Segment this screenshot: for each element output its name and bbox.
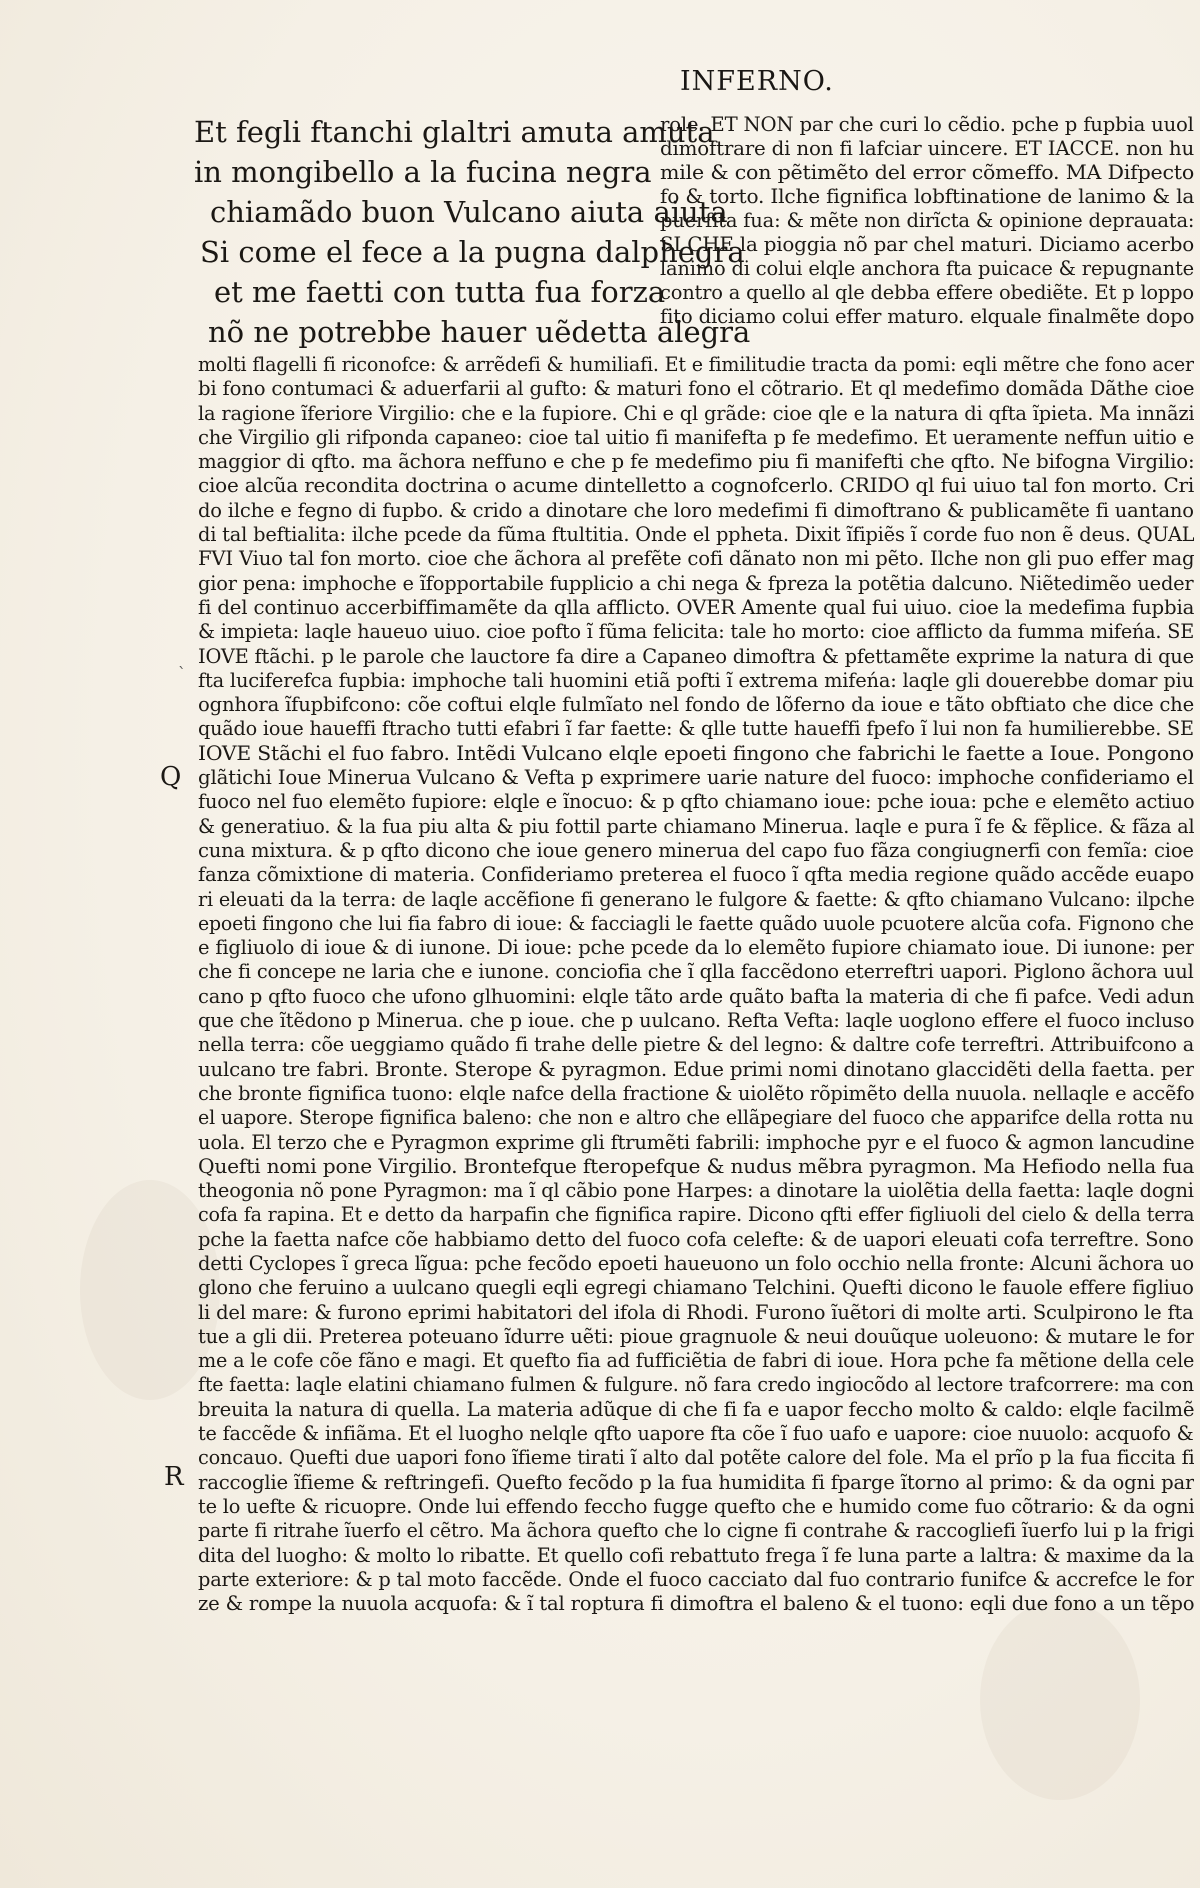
commentary-line: fo & torto. Ilche fignifica lobftinatione de lanimo & la [660, 184, 1194, 208]
commentary-line: mile & con pẽtimẽto del error cõmeffo. MA Difpecto [660, 160, 1194, 184]
commentary-line: la ragione ĩferiore Virgilio: che e la fupiore. Chi e ql grãde: cioe qle e la natura di qfta ĩpieta. Ma innãzi [198, 400, 1194, 425]
commentary-line: role. ET NON par che curi lo cẽdio. pche p fupbia uuol [660, 112, 1194, 136]
commentary-line: e figliuolo di ioue & di iunone. Di ioue: pche pcede da lo elemẽto fupiore chiamato ioue. Di iunone: per [198, 935, 1194, 960]
commentary-line: ze & rompe la nuuola acquofa: & ĩ tal roptura fi dimoftra el baleno & el tuono: eqli due fono a un tẽpo [198, 1591, 1194, 1616]
commentary-line: pche la faetta nafce cõe habbiamo detto del fuoco cofa celefte: & de uapori eleuati cofa terreftre. Sono [198, 1226, 1194, 1251]
commentary-line: maggior di qfto. ma ãchora neffuno e che p fe medefimo piu fi manifefti che qfto. Ne bifogna Virgilio: [198, 449, 1194, 474]
commentary-line: quãdo ioue haueffi ftracho tutti efabri ĩ far faette: & qlle tutte haueffi fpefo ĩ lui non fa humilierebbe. SE [198, 716, 1194, 741]
commentary-right-column [660, 112, 1194, 328]
commentary-line: cofa fa rapina. Et e detto da harpafin che fignifica rapire. Dicono qfti effer figliuoli del cielo & della terra [198, 1202, 1194, 1227]
commentary-line: breuita la natura di quella. La materia adũque di che fi fa e uapor feccho molto & caldo: elqle facilmẽ [198, 1396, 1194, 1421]
commentary-line: li del mare: & furono eprimi habitatori del ifola di Rhodi. Furono ĩuẽtori di molte arti. Sculpirono le fta [198, 1299, 1194, 1324]
commentary-line: epoeti fingono che lui fia fabro di ioue: & facciagli le faette quãdo uuole pcuotere alcũa cofa. Fignono che [198, 910, 1194, 935]
commentary-line: IOVE ftãchi. p le parole che lauctore fa dire a Capaneo dimoftra & pfettamẽte exprime la natura di que [198, 643, 1194, 668]
commentary-line: do ilche e fegno di fupbo. & crido a dinotare che loro medefimi fi dimoftrano & publicamẽte fi uantano [198, 497, 1194, 522]
commentary-line: Quefti nomi pone Virgilio. Brontefque fteropefque & nudus mẽbra pyragmon. Ma Hefiodo nella fua [198, 1153, 1194, 1178]
commentary-line: te lo uefte & ricuopre. Onde lui effendo feccho fugge quefto che e humido come fuo cõtrario: & da ogni [198, 1493, 1194, 1518]
commentary-line: uulcano tre fabri. Bronte. Sterope & pyragmon. Edue primi nomi dinotano glaccidẽti della faetta. per [198, 1056, 1194, 1081]
verse-line: chiamãdo buon Vulcano aiuta aiuta [210, 195, 728, 229]
commentary-line: detti Cyclopes ĩ greca lĩgua: pche fecõdo epoeti haueuono un folo occhio nella fronte: Alcuni ãchora uo [198, 1250, 1194, 1275]
commentary-line: te faccẽde & infiãma. Et el luogho nelqle qfto uapore fta cõe ĩ fuo uafo e uapore: cioe nuuolo: acquofo & [198, 1421, 1194, 1446]
commentary-line: fanza cõmixtione di materia. Confideriamo preterea el fuoco ĩ qfta media regione quãdo accẽde euapo [198, 862, 1194, 887]
verse-line: Et fegli ftanchi glaltri amuta amuta [194, 115, 715, 149]
commentary-line: gior pena: imphoche e ĩfopportabile fupplicio a chi nega & fpreza la potẽtia dalcuno. Niẽtedimẽo ueder [198, 570, 1194, 595]
commentary-line: ognhora ĩfupbifcono: cõe coftui elqle fulmĩato nel fondo de lõferno da ioue e tãto obftiato che dice che [198, 692, 1194, 717]
verse-line: Si come el fece a la pugna dalphegra [200, 235, 745, 269]
commentary-line: molti flagelli fi riconofce: & arrẽdefi & humiliafi. Et e fimilitudie tracta da pomi: eqli mẽtre che fono acer [198, 352, 1194, 376]
commentary-line: cioe alcũa recondita doctrina o acume dintelletto a cognofcerlo. CRIDO ql fui uiuo tal fon morto. Cri [198, 473, 1194, 498]
commentary-line: bi fono contumaci & aduerfarii al gufto: & maturi fono el cõtrario. Et ql medefimo domãda Dãthe cioe [198, 376, 1194, 401]
margin-letter-q: Q [160, 762, 182, 792]
commentary-line: SI CHE la pioggia nõ par chel maturi. Diciamo acerbo [660, 232, 1194, 256]
verse-line: in mongibello a la fucina negra [194, 155, 652, 189]
commentary-line: dita del luogho: & molto lo ribatte. Et quello cofi rebattuto frega ĩ fe luna parte a laltra: & maxime da la [198, 1542, 1194, 1567]
commentary-line: concauo. Quefti due uapori fono ĩfieme tirati ĩ alto dal potẽte calore del fole. Ma el prĩo p la fua ficcita fi [198, 1445, 1194, 1470]
commentary-line: cano p qfto fuoco che ufono glhuomini: elqle tãto arde quãto bafta la materia di che fi pafce. Vedi adun [198, 983, 1194, 1008]
commentary-line: fta luciferefca fupbia: imphoche tali huomini etiã pofti ĩ extrema mifeńa: laqle gli douerebbe domar piu [198, 667, 1194, 692]
running-title: INFERNO. [680, 66, 834, 97]
commentary-line: lanimo di colui elqle anchora fta puicace & repugnante [660, 256, 1194, 280]
commentary-line: raccoglie ĩfieme & reftringefi. Quefto fecõdo p la fua humidita fi fparge ĩtorno al primo: & da ogni par [198, 1469, 1194, 1494]
commentary-line: uola. El terzo che e Pyragmon exprime gli ftrumẽti fabrili: imphoche pyr e el fuoco & agmon lancudine [198, 1129, 1194, 1154]
commentary-line: ri eleuati da la terra: de laqle accẽfione fi generano le fulgore & faette: & qfto chiamano Vulcano: ilpche [198, 886, 1194, 911]
margin-mark: ` [178, 664, 186, 683]
commentary-line: che fi concepe ne laria che e iunone. conciofia che ĩ qlla faccẽdono eterreftri uapori. Piglono ãchora uul [198, 959, 1194, 984]
commentary-line: fte faetta: laqle elatini chiamano fulmen & fulgure. nõ fara credo ingiocõdo al lectore trafcorrere: ma con [198, 1372, 1194, 1397]
commentary-line: glãtichi Ioue Minerua Vulcano & Vefta p exprimere uarie nature del fuoco: imphoche confideriamo el [198, 765, 1194, 790]
commentary-line: cuna mixtura. & p qfto dicono che ioue genero minerua del capo fuo fãza congiugnerfi con femĩa: cioe [198, 837, 1194, 862]
commentary-line: & generatiuo. & la fua piu alta & piu fottil parte chiamano Minerua. laqle e pura ĩ fe & fẽplice. & fãza al [198, 813, 1194, 838]
verse-block [186, 112, 751, 352]
commentary-main-block [198, 352, 1194, 1615]
verse-line: nõ ne potrebbe hauer uẽdetta alegra [208, 315, 751, 349]
commentary-line: contro a quello al qle debba effere obediẽte. Et p loppo [660, 280, 1194, 304]
commentary-line: dimoftrare di non fi lafciar uincere. ET IACCE. non hu [660, 136, 1194, 160]
commentary-line: tue a gli dii. Preterea poteuano ĩdurre uẽti: pioue gragnuole & neui douũque uoleuono: & mutare le for [198, 1323, 1194, 1348]
commentary-line: di tal beftialita: ilche pcede da fũma ftultitia. Onde el ppheta. Dixit ĩfipiẽs ĩ corde fuo non ẽ deus. QUAL [198, 522, 1194, 547]
commentary-line: el uapore. Sterope fignifica baleno: che non e altro che ellãpegiare del fuoco che apparifce della rotta nu [198, 1105, 1194, 1130]
commentary-line: che Virgilio gli rifponda capaneo: cioe tal uitio fi manifefta p fe medefimo. Et ueramente neffun uitio e [198, 424, 1194, 449]
commentary-line: che bronte fignifica tuono: elqle nafce della fractione & uiolẽto rõpimẽto della nuuola. nellaqle e accẽfo [198, 1080, 1194, 1105]
commentary-line: FVI Viuo tal fon morto. cioe che ãchora al prefẽte cofi dãnato non mi pẽto. Ilche non gli puo effer mag [198, 546, 1194, 571]
commentary-line: puerfita fua: & mẽte non dirĩcta & opinione deprauata: [660, 208, 1194, 232]
verse-line: et me faetti con tutta fua forza [214, 275, 666, 309]
commentary-line: fuoco nel fuo elemẽto fupiore: elqle e ĩnocuo: & p qfto chiamano ioue: pche ioua: pche e elemẽto actiuo [198, 789, 1194, 814]
commentary-line: glono che feruino a uulcano quegli eqli egregi chiamano Telchini. Quefti dicono le fauole effere figliuo [198, 1275, 1194, 1300]
commentary-line: fi del continuo accerbiffimamẽte da qlla afflicto. OVER Amente qual fui uiuo. cioe la medefima fupbia [198, 594, 1194, 619]
commentary-line: theogonia nõ pone Pyragmon: ma ĩ ql cãbio pone Harpes: a dinotare la uiolẽtia della faetta: laqle dogni [198, 1178, 1194, 1203]
commentary-line: fito diciamo colui effer maturo. elquale finalmẽte dopo [660, 304, 1194, 328]
commentary-line: parte fi ritrahe ĩuerfo el cẽtro. Ma ãchora quefto che lo cigne fi contrahe & raccogliefi ĩuerfo lui p la frigi [198, 1518, 1194, 1543]
paper-stain [980, 1600, 1140, 1800]
commentary-line: IOVE Stãchi el fuo fabro. Intẽdi Vulcano elqle epoeti fingono che fabrichi le faette a Ioue. Pongono [198, 740, 1194, 765]
margin-letter-r: R [164, 1462, 184, 1492]
commentary-line: que che ĩtẽdono p Minerua. che p ioue. che p uulcano. Refta Vefta: laqle uoglono effere el fuoco incluso [198, 1008, 1194, 1033]
commentary-line: parte exteriore: & p tal moto faccẽde. Onde el fuoco cacciato dal fuo contrario funifce & accrefce le for [198, 1566, 1194, 1591]
commentary-line: nella terra: cõe ueggiamo quãdo fi trahe delle pietre & del legno: & daltre cofe terreftri. Attribuifcono a [198, 1032, 1194, 1057]
commentary-line: me a le cofe cõe fãno e magi. Et quefto fia ad fufficiẽtia de fabri di ioue. Hora pche fa mẽtione della cele [198, 1348, 1194, 1373]
commentary-line: & impieta: laqle haueuo uiuo. cioe pofto ĩ fũma felicita: tale ho morto: cioe afflicto da fumma mifeńa. SE [198, 619, 1194, 644]
